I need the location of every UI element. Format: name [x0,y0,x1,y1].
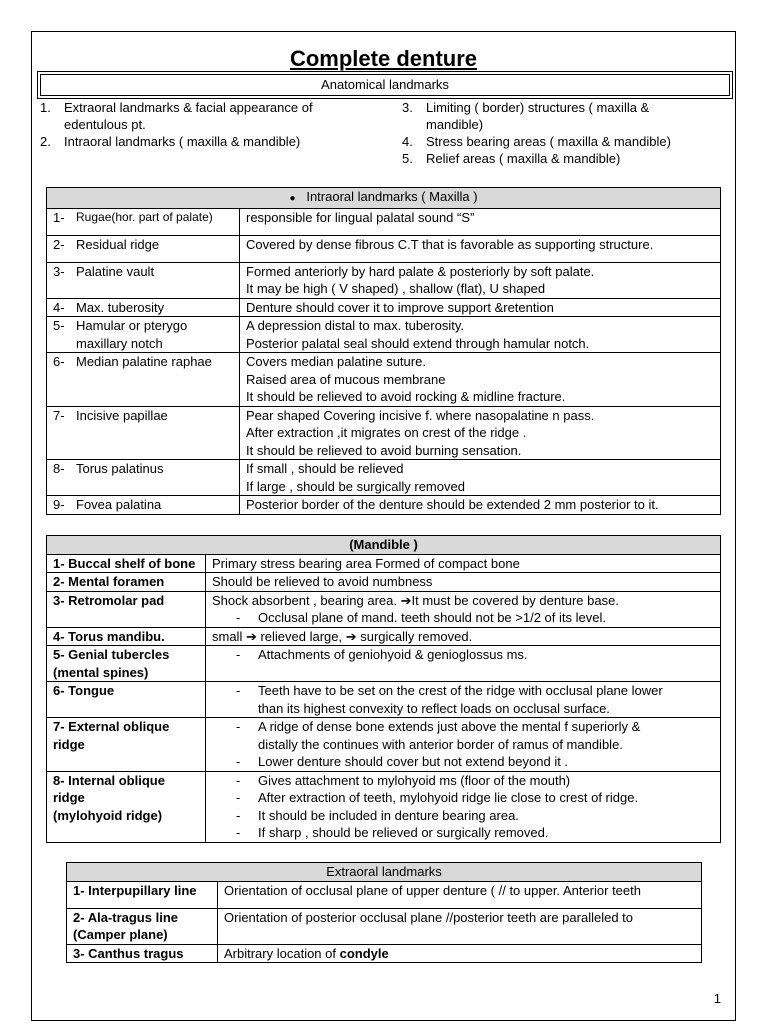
extraoral-table [66,862,702,963]
table-row [47,718,721,772]
dash-marker: - [236,754,241,769]
landmark-description-text: A ridge of dense bone extends just above the mental f superiorly & [258,719,641,734]
landmark-description-cell [218,881,702,908]
landmark-name-cell [47,496,240,515]
landmark-description-text: Gives attachment to mylohyoid ms (floor of the mouth) [258,772,571,788]
landmark-name-cell [67,944,218,963]
landmark-description-text: Covers median palatine suture. [246,354,426,369]
landmark-description-bullet [212,609,714,627]
toc-item-number: 1. [40,100,51,115]
landmark-description-text: Should be relieved to avoid numbness [212,574,433,589]
toc-item [402,150,732,167]
landmark-description-text: small ➔ relieved large, ➔ surgically removed. [212,628,473,644]
landmark-description-continuation: distally the continues with anterior border of ramus of mandible. [258,736,623,752]
landmark-name [53,353,233,371]
landmark-name-cell [47,208,240,235]
landmark-description-text: Occlusal plane of mand. teeth should not be >1/2 of its level. [258,610,606,625]
landmark-name-lines [76,353,212,371]
landmark-name-text: (mental spines) [53,664,149,680]
toc-item-text: Extraoral landmarks & facial appearance of [64,100,313,115]
landmark-description-bullet [212,807,714,825]
table-row [47,406,721,460]
landmark-description-text: Pear shaped Covering incisive f. where nasopalatine n pass. [246,407,595,423]
landmark-name-lines [76,209,213,227]
row-number: 9- [53,497,65,512]
extraoral-table-header: Extraoral landmarks [67,863,702,882]
table-row [47,646,721,682]
row-number: 5- [53,318,65,333]
landmark-name-text: 7- External oblique [53,719,170,734]
table-row [47,262,721,298]
toc-right-list [402,99,732,167]
page-number: 1 [713,991,721,1006]
table-row [47,771,721,842]
toc-item-number: 4. [402,134,413,149]
maxilla-table [46,187,721,515]
landmark-name-cell [47,235,240,262]
landmark-name-text: Incisive papillae [76,407,168,423]
landmark-name-cell [47,353,240,407]
table-row [47,554,721,573]
landmark-description-text: responsible for lingual palatal sound “S” [246,209,475,225]
landmark-name-text: Torus palatinus [76,461,164,476]
toc-item-text: Relief areas ( maxilla & mandible) [426,151,621,166]
mandible-table [46,535,721,843]
table-row [67,944,702,963]
landmark-name [53,407,233,425]
landmark-name [53,317,233,352]
toc-item [40,133,380,150]
dash-marker: - [236,683,241,698]
toc-item-text: Intraoral landmarks ( maxilla & mandible) [64,134,301,149]
table-row [47,682,721,718]
landmark-name-lines [76,496,161,514]
landmark-name-cell [47,406,240,460]
row-number: 1- [53,209,65,225]
landmark-name-lines [76,407,168,425]
landmark-name-cell [47,591,206,627]
landmark-name-text: ridge [53,736,85,752]
landmark-description-text: It may be high ( V shaped) , shallow (flat), U shaped [246,281,546,296]
table-row [67,908,702,944]
landmark-name-cell [47,646,206,682]
landmark-description-cell [206,591,721,627]
landmark-name-text: 2- Mental foramen [53,574,165,589]
landmark-description-text: If sharp , should be relieved or surgically removed. [258,825,549,840]
landmark-description-text: Posterior border of the denture should be extended 2 mm posterior to it. [246,497,659,512]
landmark-name-cell [47,460,240,496]
landmark-name-lines [76,263,154,281]
landmark-name-cell [47,317,240,353]
landmark-name-text: Median palatine raphae [76,354,212,369]
landmark-description-text: Shock absorbent , bearing area. ➔It must be covered by denture base. [212,592,619,608]
landmark-description-bullet [212,824,714,842]
landmark-description-cell [240,496,721,515]
dash-marker: - [236,772,241,788]
dash-marker: - [236,790,241,805]
landmark-description-cell [206,771,721,842]
landmark-description-bullet [212,789,714,807]
landmark-description-cell [206,646,721,682]
landmark-description-text: Posterior palatal seal should extend through hamular notch. [246,335,590,351]
landmark-name-text: (Camper plane) [73,927,168,942]
document-title: Complete denture [289,46,478,71]
landmark-name-lines [76,317,187,352]
landmark-description-text: It should be included in denture bearing area. [258,807,519,823]
landmark-name-lines [76,460,163,478]
landmark-name-text: 4- Torus mandibu. [53,628,165,644]
landmark-name-text: 3- Canthus tragus [73,945,184,961]
landmark-description-text: If large , should be surgically removed [246,478,465,494]
dash-marker: - [236,719,241,734]
dash-marker: - [236,825,241,840]
toc-item-text: Limiting ( border) structures ( maxilla & [426,100,650,115]
dash-marker: - [236,610,241,625]
landmark-description-text: It should be relieved to avoid burning sensation. [246,442,522,458]
landmark-description-cell [240,460,721,496]
landmark-name-text: 1- Buccal shelf of bone [53,555,196,571]
landmark-name-cell [47,771,206,842]
landmark-description-text: Orientation of posterior occlusal plane //posterior teeth are paralleled to [224,909,634,925]
toc-item [402,99,732,133]
landmark-description-cell [240,406,721,460]
landmark-description-text: Primary stress bearing area Formed of compact bone [212,555,520,571]
landmark-description-cell [206,718,721,772]
landmark-name-text: ridge [53,790,85,805]
landmark-description-text: Lower denture should cover but not extend beyond it . [258,754,569,769]
toc-item [40,99,380,133]
landmark-name-cell [67,881,218,908]
landmark-description-text: After extraction ,it migrates on crest of the ridge . [246,425,527,440]
dash-marker: - [236,807,241,823]
landmark-name-text: (mylohyoid ridge) [53,807,163,823]
table-row [47,496,721,515]
landmark-description-text: If small , should be relieved [246,461,404,476]
bullet-icon: ● [289,193,296,204]
landmark-description-cell [240,317,721,353]
landmark-name-text: 8- Internal oblique [53,772,165,788]
landmark-description-bullet [212,646,714,664]
landmark-description-cell [240,235,721,262]
landmark-name-cell [47,298,240,317]
landmark-name-text: Residual ridge [76,236,160,252]
toc-item-text: edentulous pt. [64,117,146,132]
landmark-description-text: Formed anteriorly by hard palate & posteriorly by soft palate. [246,263,595,279]
row-number: 6- [53,354,65,369]
landmark-description-text: Raised area of mucous membrane [246,371,446,387]
landmark-name-text: maxillary notch [76,335,163,351]
landmark-name-lines [76,236,159,254]
toc-item [402,133,732,150]
landmark-name-text: Rugae(hor. part of palate) [76,209,213,224]
document-page [31,31,736,1021]
landmark-description-cell [206,682,721,718]
landmark-description-text: Teeth have to be set on the crest of the ridge with occlusal plane lower [258,683,663,698]
landmark-name-text: Max. tuberosity [76,299,165,315]
landmark-description-text: A depression distal to max. tuberosity. [246,318,464,333]
landmark-description-text: After extraction of teeth, mylohyoid ridge lie close to crest of ridge. [258,790,639,805]
landmark-description-cell [218,944,702,963]
mandible-table-header: (Mandible ) [47,536,721,555]
landmark-description-cell [240,353,721,407]
landmark-description-bullet [212,772,714,790]
landmark-description-cell [240,262,721,298]
toc-item-text: Stress bearing areas ( maxilla & mandible) [426,134,671,149]
table-row [47,353,721,407]
landmark-name-lines [76,299,164,317]
dash-marker: - [236,647,241,662]
landmark-name-cell [47,682,206,718]
table-row [47,460,721,496]
row-number: 2- [53,236,65,252]
landmark-name [53,460,233,478]
landmark-name [53,299,233,317]
table-row [47,208,721,235]
table-row [47,627,721,646]
maxilla-table-header [47,188,721,209]
landmark-description-text: Denture should cover it to improve support &retention [246,299,554,315]
table-row [47,298,721,317]
landmark-name-text: 3- Retromolar pad [53,592,165,608]
table-row [47,317,721,353]
toc-item-text: mandible) [426,117,484,132]
landmark-name-text: 6- Tongue [53,683,115,698]
landmark-name-cell [47,627,206,646]
landmark-description-bullet [212,682,714,700]
landmark-description-cell [240,298,721,317]
landmark-description-cell [206,573,721,592]
landmark-description-bullet [212,753,714,771]
landmark-name-text: Palatine vault [76,263,155,279]
landmark-description-text: It should be relieved to avoid rocking & midline fracture. [246,389,566,404]
table-row [47,573,721,592]
landmark-name-cell [47,718,206,772]
landmark-description-text: Covered by dense fibrous C.T that is favorable as supporting structure. [246,236,654,252]
landmark-name [53,236,233,254]
landmark-name-cell [47,262,240,298]
toc-left-list [40,99,380,150]
landmark-description-text: Orientation of occlusal plane of upper denture ( // to upper. Anterior teeth [224,882,641,898]
row-number: 3- [53,263,65,279]
landmark-description-text: Attachments of geniohyoid & genioglossus ms. [258,647,528,662]
landmark-description-continuation: than its highest convexity to reflect loads on occlusal surface. [258,700,610,716]
landmark-name-cell [67,908,218,944]
toc-item-number: 2. [40,134,51,149]
landmark-name [53,263,233,281]
row-number: 7- [53,407,65,423]
table-row [47,591,721,627]
landmark-name [53,209,233,227]
anatomical-landmarks-header: Anatomical landmarks [40,74,730,96]
table-row [67,881,702,908]
landmark-name-text: Hamular or pterygo [76,318,188,333]
landmark-description-cell [240,208,721,235]
landmark-name [53,496,233,514]
toc-item-number: 5. [402,151,413,166]
landmark-name-text: 5- Genial tubercles [53,647,170,662]
landmark-description-bold: condyle [339,945,389,961]
landmark-description-cell [206,554,721,573]
landmark-description-cell [206,627,721,646]
landmark-description-bullet [212,718,714,736]
landmark-name-text: Fovea palatina [76,497,162,512]
maxilla-header-text: Intraoral landmarks ( Maxilla ) [306,189,478,204]
table-row [47,235,721,262]
row-number: 4- [53,299,65,315]
landmark-name-cell [47,573,206,592]
landmark-description-text: Arbitrary location of [224,945,340,961]
landmark-description-cell [218,908,702,944]
landmark-name-cell [47,554,206,573]
landmark-name-text: 2- Ala-tragus line [73,909,178,925]
toc-item-number: 3. [402,100,413,115]
landmark-name-text: 1- Interpupillary line [73,882,197,898]
row-number: 8- [53,461,65,476]
